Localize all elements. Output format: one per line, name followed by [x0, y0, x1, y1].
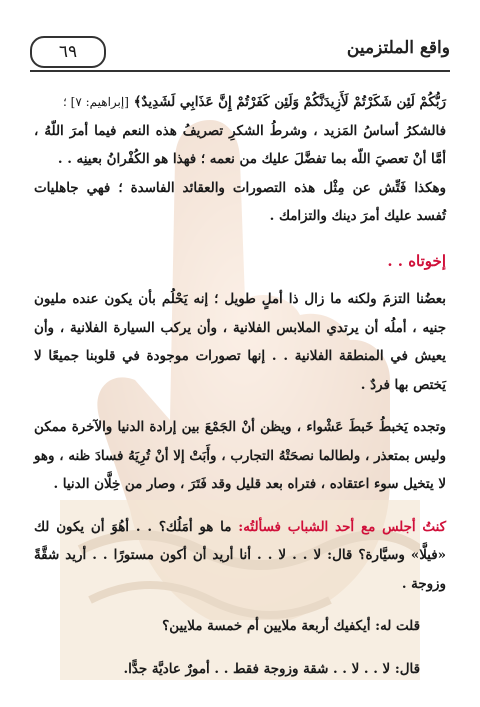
paragraph-answer: قال: لا . . لا . . شقة وزوجة فقط . . أمورٌ عاديَّة جدًّا. — [123, 660, 420, 677]
verse-reference: [إبراهيم: ٧] ؛ — [63, 95, 129, 109]
header-divider — [30, 70, 450, 72]
page-number-badge: ٦٩ — [30, 36, 106, 68]
paragraph-long-hope: بعضُنا التزمَ ولكنه ما زال ذا أملٍ طويل ؛ إنه يَحْلُم بأن يكون عنده مليون جنيه ، أملُه أن يرتدي الملابس الفلانية ، وأن يركب السيارة الفلانية ، وأن يعيش في المنطقة الفلانية . . إنها تصورات موجودة في قلوبنا جميعًا لا يَختص بها فردٌ . — [34, 291, 446, 393]
book-title: واقع الملتزمين — [346, 38, 450, 58]
page-body — [34, 88, 446, 683]
section-heading: إخوتاه . . — [387, 251, 446, 270]
conversation-text: ما هو أمَلُك؟ . . أهُوَ أن يكون لك «فيلَّا» وسيَّارة؟ قال: لا . . لا . . أنا أريد أن أكون مستورًا . . أريد شقَّةً وزوجة . — [34, 518, 446, 592]
paragraph-question: قلت له: أيكفيك أربعة ملايين أم خمسة ملايين؟ — [162, 618, 420, 634]
quran-verse-line — [34, 88, 446, 117]
conversation-intro: كنتُ أجلس مع أحد الشباب فسألتُه: — [238, 518, 446, 535]
page-header — [30, 32, 450, 74]
paragraph-false-beliefs: وهكذا فَتِّش عن مِثْل هذه التصورات والعقائد الفاسدة ؛ فهي جاهليات تُفسد عليك أمرَ دينك والتزامك . — [34, 179, 446, 224]
quran-verse: رَبُّكُمْ لَئِن شَكَرْتُمْ لَأَزِيدَنَّكُمْ وَلَئِن كَفَرْتُمْ إِنَّ عَذَابِي لَشَدِيدٌ﴾ — [133, 94, 446, 110]
paragraph-gratitude: فالشكرُ أساسُ المَزيد ، وشرطُ الشكرِ تصريفُ هذه النعم فيما أمرَ اللّهُ ، أمَّا أنْ تعصيَ اللّه بما تفضَّلَ عليك من نعمه ؛ فهذا هو الكُفْرانُ بعينِه . . — [34, 122, 446, 167]
paragraph-confusion: وتجده يَخبطُ خَبطَ عَشْواء ، ويظن أنْ الجَمْعَ بين إرادة الدنيا والآخرة ممكن وليس بمتعذر ، ولطالما نصحَتْهُ التجارب ، وأَبَتْ إلا أنْ تُرِيَهُ فسادَ ظنه ، وهو لا يتخيل سوء اعتقاده ، فتراه بعد قليل وقد فَتَرَ ، وصار من خِلَّان الدنيا . — [34, 419, 446, 492]
paragraph-conversation — [34, 513, 446, 599]
